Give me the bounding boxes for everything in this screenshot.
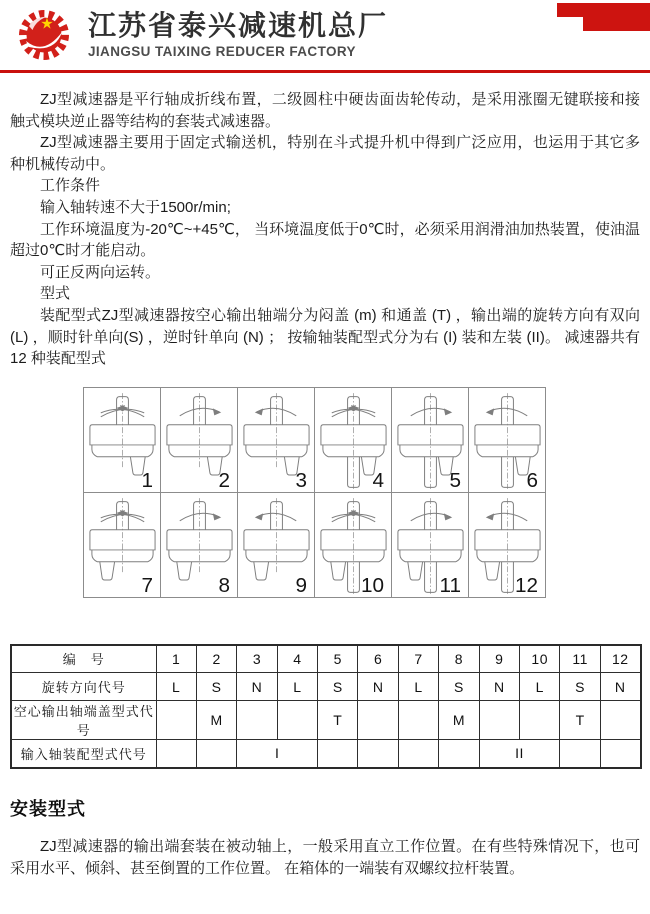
spec-table-cell: N <box>600 673 640 701</box>
spec-table-cell <box>479 701 519 740</box>
work-condition-line-3: 可正反两向运转。 <box>40 263 161 281</box>
spec-table-cell: M <box>196 701 236 740</box>
assembly-diagram-cell-11 <box>392 493 469 598</box>
work-condition-line-2: 工作环境温度为-20℃~+45℃， 当环境温度低于0℃时，必须采用润滑油加热装置，使油温超过0℃时才能启动。 <box>10 220 640 260</box>
spec-table-cell <box>439 740 479 768</box>
spec-table-row <box>11 740 641 768</box>
header-divider <box>0 70 650 73</box>
svg-text:10: 10 <box>361 573 385 597</box>
svg-text:4: 4 <box>372 468 385 492</box>
reducer-drawing <box>161 388 237 492</box>
assembly-diagram-cell-9 <box>238 493 315 598</box>
svg-text:9: 9 <box>295 573 308 597</box>
assembly-diagram-cell-8 <box>161 493 238 598</box>
reducer-drawing <box>238 493 314 597</box>
spec-table-body <box>11 645 641 768</box>
spec-table-cell: 8 <box>439 645 479 673</box>
install-type-heading: 安装型式 <box>10 798 86 819</box>
spec-table-cell: 5 <box>318 645 358 673</box>
spec-table-row <box>11 645 641 673</box>
svg-text:2: 2 <box>218 468 231 492</box>
assembly-diagram-cell-7 <box>84 493 161 598</box>
type-heading: 型式 <box>40 285 71 303</box>
spec-table-cell: 10 <box>520 645 560 673</box>
star-icon: ★ <box>40 15 54 33</box>
spec-table-row-label: 输入轴装配型式代号 <box>11 740 156 768</box>
spec-table-cell: N <box>358 673 398 701</box>
spec-table-row-label: 旋转方向代号 <box>11 673 156 701</box>
spec-table-cell <box>156 740 196 768</box>
corner-decoration-top <box>557 3 650 17</box>
assembly-diagram-cell-3 <box>238 388 315 493</box>
reducer-drawing <box>392 493 468 597</box>
company-titles <box>88 9 388 59</box>
svg-text:1: 1 <box>141 468 154 492</box>
reducer-drawing <box>238 388 314 492</box>
spec-table-cell <box>398 701 438 740</box>
spec-table-cell <box>358 701 398 740</box>
spec-table-cell: 7 <box>398 645 438 673</box>
spec-table-cell: 4 <box>277 645 317 673</box>
reducer-drawing <box>84 493 160 597</box>
assembly-diagram-cell-6 <box>469 388 546 493</box>
reducer-drawing <box>469 493 545 597</box>
corner-decoration-bottom <box>583 17 650 31</box>
svg-text:3: 3 <box>295 468 308 492</box>
spec-table-cell: L <box>156 673 196 701</box>
spec-table-cell: L <box>398 673 438 701</box>
assembly-diagram-grid <box>83 387 546 598</box>
spec-table-cell: I <box>237 740 318 768</box>
intro-paragraph-2: ZJ型减速器主要用于固定式输送机，特别在斗式提升机中得到广泛应用，也运用于其它多种机械传动中。 <box>10 134 640 173</box>
spec-table-cell <box>277 701 317 740</box>
svg-text:11: 11 <box>439 573 462 597</box>
spec-table-cell: 12 <box>600 645 640 673</box>
spec-table-cell: L <box>277 673 317 701</box>
svg-text:7: 7 <box>141 573 154 597</box>
reducer-drawing <box>315 493 391 597</box>
spec-table-cell <box>600 740 640 768</box>
spec-table-row-label: 编 号 <box>11 645 156 673</box>
spec-table-row <box>11 673 641 701</box>
spec-table-cell: T <box>560 701 600 740</box>
reducer-drawing <box>315 388 391 492</box>
intro-paragraph-1: ZJ型减速器是平行轴成折线布置，二级圆柱中硬齿面齿轮传动，是采用涨圈无键联接和接触式模块逆止器等结构的套装式减速器。 <box>10 91 640 130</box>
page-header <box>0 0 650 73</box>
svg-text:8: 8 <box>218 573 231 597</box>
install-paragraph: ZJ型减速器的输出端套装在被动轴上，一般采用直立工作位置。在有些特殊情况下，也可采用水平、倾斜、甚至倒置的工作位置。 在箱体的一端装有双螺纹拉杆装置。 <box>10 837 640 878</box>
assembly-diagram-cell-4 <box>315 388 392 493</box>
spec-table-cell: 9 <box>479 645 519 673</box>
spec-table-cell: 3 <box>237 645 277 673</box>
assembly-diagram-cell-10 <box>315 493 392 598</box>
svg-text:6: 6 <box>526 468 539 492</box>
spec-table-cell: T <box>318 701 358 740</box>
company-logo-icon <box>14 5 74 65</box>
spec-table-cell: N <box>237 673 277 701</box>
assembly-diagram-cell-5 <box>392 388 469 493</box>
spec-table-cell <box>237 701 277 740</box>
work-condition-line-1: 输入轴转速不大于1500r/min; <box>40 198 231 216</box>
spec-table-cell: S <box>196 673 236 701</box>
reducer-drawing <box>161 493 237 597</box>
work-conditions-heading: 工作条件 <box>40 177 101 195</box>
spec-table-cell: II <box>479 740 560 768</box>
spec-table-cell: S <box>439 673 479 701</box>
reducer-drawing <box>392 388 468 492</box>
company-name-cn: 江苏省泰兴减速机总厂 <box>88 10 389 41</box>
spec-table-cell <box>600 701 640 740</box>
spec-table-cell: N <box>479 673 519 701</box>
assembly-diagram-cell-12 <box>469 493 546 598</box>
spec-table-cell: 11 <box>560 645 600 673</box>
spec-table-cell: L <box>520 673 560 701</box>
intro-section <box>10 89 640 370</box>
spec-table-cell <box>156 701 196 740</box>
spec-table-cell <box>196 740 236 768</box>
spec-table-cell: 1 <box>156 645 196 673</box>
spec-table-cell: S <box>318 673 358 701</box>
svg-text:5: 5 <box>449 468 462 492</box>
spec-table-cell <box>398 740 438 768</box>
svg-text:12: 12 <box>515 573 539 597</box>
reducer-drawing <box>469 388 545 492</box>
reducer-drawing <box>84 388 160 492</box>
spec-table <box>10 644 642 769</box>
spec-table-cell: M <box>439 701 479 740</box>
spec-table-cell <box>318 740 358 768</box>
spec-table-cell <box>560 740 600 768</box>
spec-table-cell: S <box>560 673 600 701</box>
type-paragraph: 装配型式ZJ型减速器按空心输出轴端分为闷盖 (m) 和通盖 (T) ，输出端的旋转方向有双向 (L) ，顺时针单向(S) ，逆时针单向 (N) ； 按输轴装配型式分为右 (I) 装和左装 (II)。 减速器共有 12 种装配型式 <box>10 306 640 368</box>
spec-table-cell: 6 <box>358 645 398 673</box>
spec-table-cell <box>358 740 398 768</box>
assembly-diagram-cell-2 <box>161 388 238 493</box>
spec-table-row <box>11 701 641 740</box>
company-name-en: JIANGSU TAIXING REDUCER FACTORY <box>88 44 356 59</box>
assembly-diagram-cell-1 <box>84 388 161 493</box>
spec-table-cell: 2 <box>196 645 236 673</box>
spec-table-cell <box>520 701 560 740</box>
spec-table-row-label: 空心输出轴端盖型式代号 <box>11 701 156 740</box>
